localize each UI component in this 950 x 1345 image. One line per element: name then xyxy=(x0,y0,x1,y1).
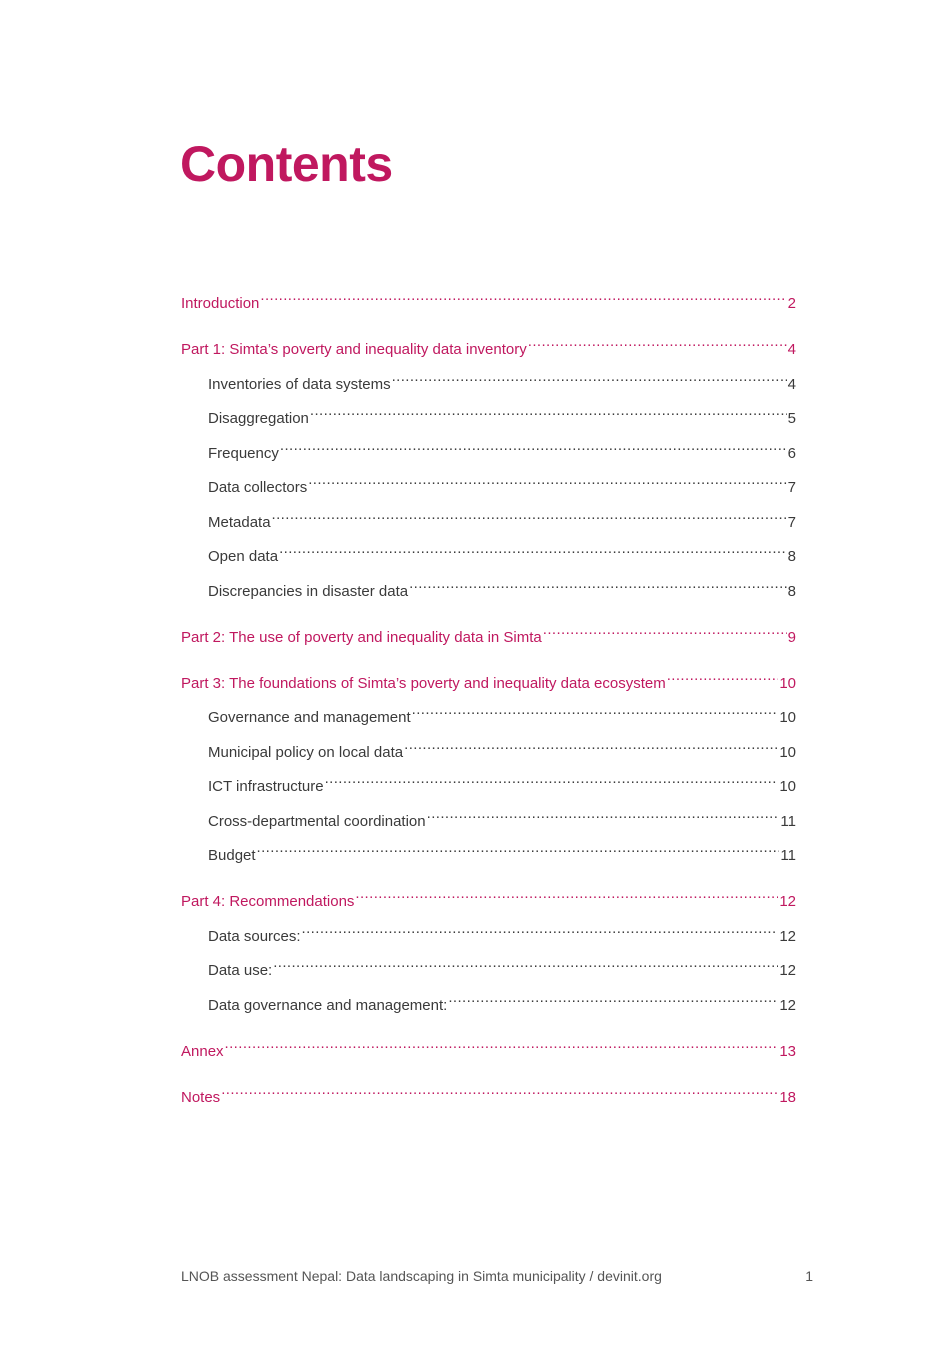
toc-dot-leader xyxy=(404,733,778,757)
toc-entry-page: 6 xyxy=(787,444,796,462)
toc-entry-page: 5 xyxy=(787,410,796,427)
toc-dot-leader xyxy=(260,284,786,308)
toc-dot-leader xyxy=(272,503,787,527)
toc-dot-leader xyxy=(528,330,787,354)
toc-entry-label: ICT infrastructure xyxy=(208,778,324,795)
toc-entry-governance-and-management[interactable] xyxy=(181,698,796,726)
toc-dot-leader xyxy=(257,836,780,860)
toc-entry-label: Data use: xyxy=(208,962,273,979)
toc-entry-page: 12 xyxy=(779,893,796,910)
toc-entry-inventories-of-data-systems[interactable] xyxy=(181,365,796,393)
toc-entry-part-3[interactable] xyxy=(181,664,796,692)
toc-entry-label: Open data xyxy=(208,548,279,565)
toc-entry-label: Disaggregation xyxy=(208,410,309,427)
toc-dot-leader xyxy=(325,767,779,791)
table-of-contents xyxy=(181,284,796,1106)
toc-entry-page: 4 xyxy=(787,341,796,358)
toc-entry-introduction[interactable] xyxy=(181,284,796,312)
toc-dot-leader xyxy=(279,537,787,561)
toc-dot-leader xyxy=(543,618,787,642)
toc-entry-page: 8 xyxy=(787,582,796,600)
footer-text: LNOB assessment Nepal: Data landscaping in Simta municipality / devinit.org xyxy=(181,1268,662,1284)
toc-dot-leader xyxy=(273,951,778,975)
toc-entry-budget[interactable] xyxy=(181,836,796,864)
toc-entry-page: 18 xyxy=(779,1088,796,1106)
toc-entry-frequency[interactable] xyxy=(181,434,796,462)
toc-entry-page: 12 xyxy=(779,962,796,979)
toc-entry-annex[interactable] xyxy=(181,1032,796,1060)
toc-entry-notes[interactable] xyxy=(181,1078,796,1106)
toc-entry-label: Inventories of data systems xyxy=(208,375,391,393)
toc-entry-part-4[interactable] xyxy=(181,882,796,910)
toc-dot-leader xyxy=(355,882,778,906)
toc-entry-label: Data sources: xyxy=(208,927,301,945)
toc-entry-ict-infrastructure[interactable] xyxy=(181,767,796,795)
toc-entry-page: 7 xyxy=(787,479,796,496)
toc-entry-label: Notes xyxy=(181,1088,221,1106)
toc-entry-page: 12 xyxy=(779,927,796,945)
toc-entry-open-data[interactable] xyxy=(181,537,796,565)
toc-dot-leader xyxy=(409,572,787,596)
toc-dot-leader xyxy=(221,1078,778,1102)
toc-entry-label: Cross-departmental coordination xyxy=(208,812,426,830)
toc-entry-part-1[interactable] xyxy=(181,330,796,358)
toc-dot-leader xyxy=(280,434,787,458)
toc-entry-label: Budget xyxy=(208,847,256,864)
toc-entry-label: Part 3: The foundations of Simta’s poverty and inequality data ecosystem xyxy=(181,674,666,692)
toc-entry-page: 12 xyxy=(779,996,796,1014)
toc-dot-leader xyxy=(392,365,787,389)
toc-dot-leader xyxy=(427,802,780,826)
toc-entry-label: Introduction xyxy=(181,295,260,312)
toc-entry-page: 10 xyxy=(779,778,796,795)
toc-entry-page: 2 xyxy=(787,295,796,312)
toc-entry-label: Part 2: The use of poverty and inequality data in Simta xyxy=(181,628,542,646)
toc-entry-disaggregation[interactable] xyxy=(181,399,796,427)
toc-dot-leader xyxy=(308,468,786,492)
toc-entry-discrepancies-in-disaster-data[interactable] xyxy=(181,572,796,600)
toc-entry-page: 9 xyxy=(787,628,796,646)
toc-entry-page: 10 xyxy=(779,709,796,726)
toc-entry-data-sources[interactable] xyxy=(181,917,796,945)
toc-dot-leader xyxy=(412,698,779,722)
toc-entry-part-2[interactable] xyxy=(181,618,796,646)
toc-entry-page: 10 xyxy=(779,743,796,761)
toc-entry-label: Annex xyxy=(181,1042,224,1060)
toc-entry-page: 4 xyxy=(787,375,796,393)
toc-entry-page: 11 xyxy=(780,847,796,864)
toc-entry-label: Part 1: Simta’s poverty and inequality data inventory xyxy=(181,341,527,358)
toc-entry-data-collectors[interactable] xyxy=(181,468,796,496)
toc-entry-label: Frequency xyxy=(208,444,279,462)
toc-entry-label: Data governance and management: xyxy=(208,996,448,1014)
toc-entry-page: 13 xyxy=(779,1042,796,1060)
toc-entry-municipal-policy-on-local-data[interactable] xyxy=(181,733,796,761)
toc-entry-label: Data collectors xyxy=(208,479,308,496)
toc-entry-page: 11 xyxy=(780,812,796,830)
toc-entry-label: Municipal policy on local data xyxy=(208,743,404,761)
toc-entry-label: Discrepancies in disaster data xyxy=(208,582,409,600)
page-title: Contents xyxy=(180,136,393,192)
toc-entry-label: Metadata xyxy=(208,513,271,531)
toc-dot-leader xyxy=(310,399,787,423)
toc-entry-label: Part 4: Recommendations xyxy=(181,893,355,910)
toc-entry-page: 7 xyxy=(787,513,796,531)
toc-entry-page: 10 xyxy=(779,674,796,692)
toc-entry-data-governance-and-management[interactable] xyxy=(181,986,796,1014)
toc-entry-data-use[interactable] xyxy=(181,951,796,979)
toc-dot-leader xyxy=(448,986,778,1010)
toc-entry-metadata[interactable] xyxy=(181,503,796,531)
footer-page-number: 1 xyxy=(805,1268,813,1284)
toc-entry-cross-departmental-coordination[interactable] xyxy=(181,802,796,830)
toc-entry-page: 8 xyxy=(787,548,796,565)
toc-dot-leader xyxy=(225,1032,779,1056)
toc-dot-leader xyxy=(667,664,779,688)
toc-entry-label: Governance and management xyxy=(208,709,411,726)
toc-dot-leader xyxy=(302,917,779,941)
